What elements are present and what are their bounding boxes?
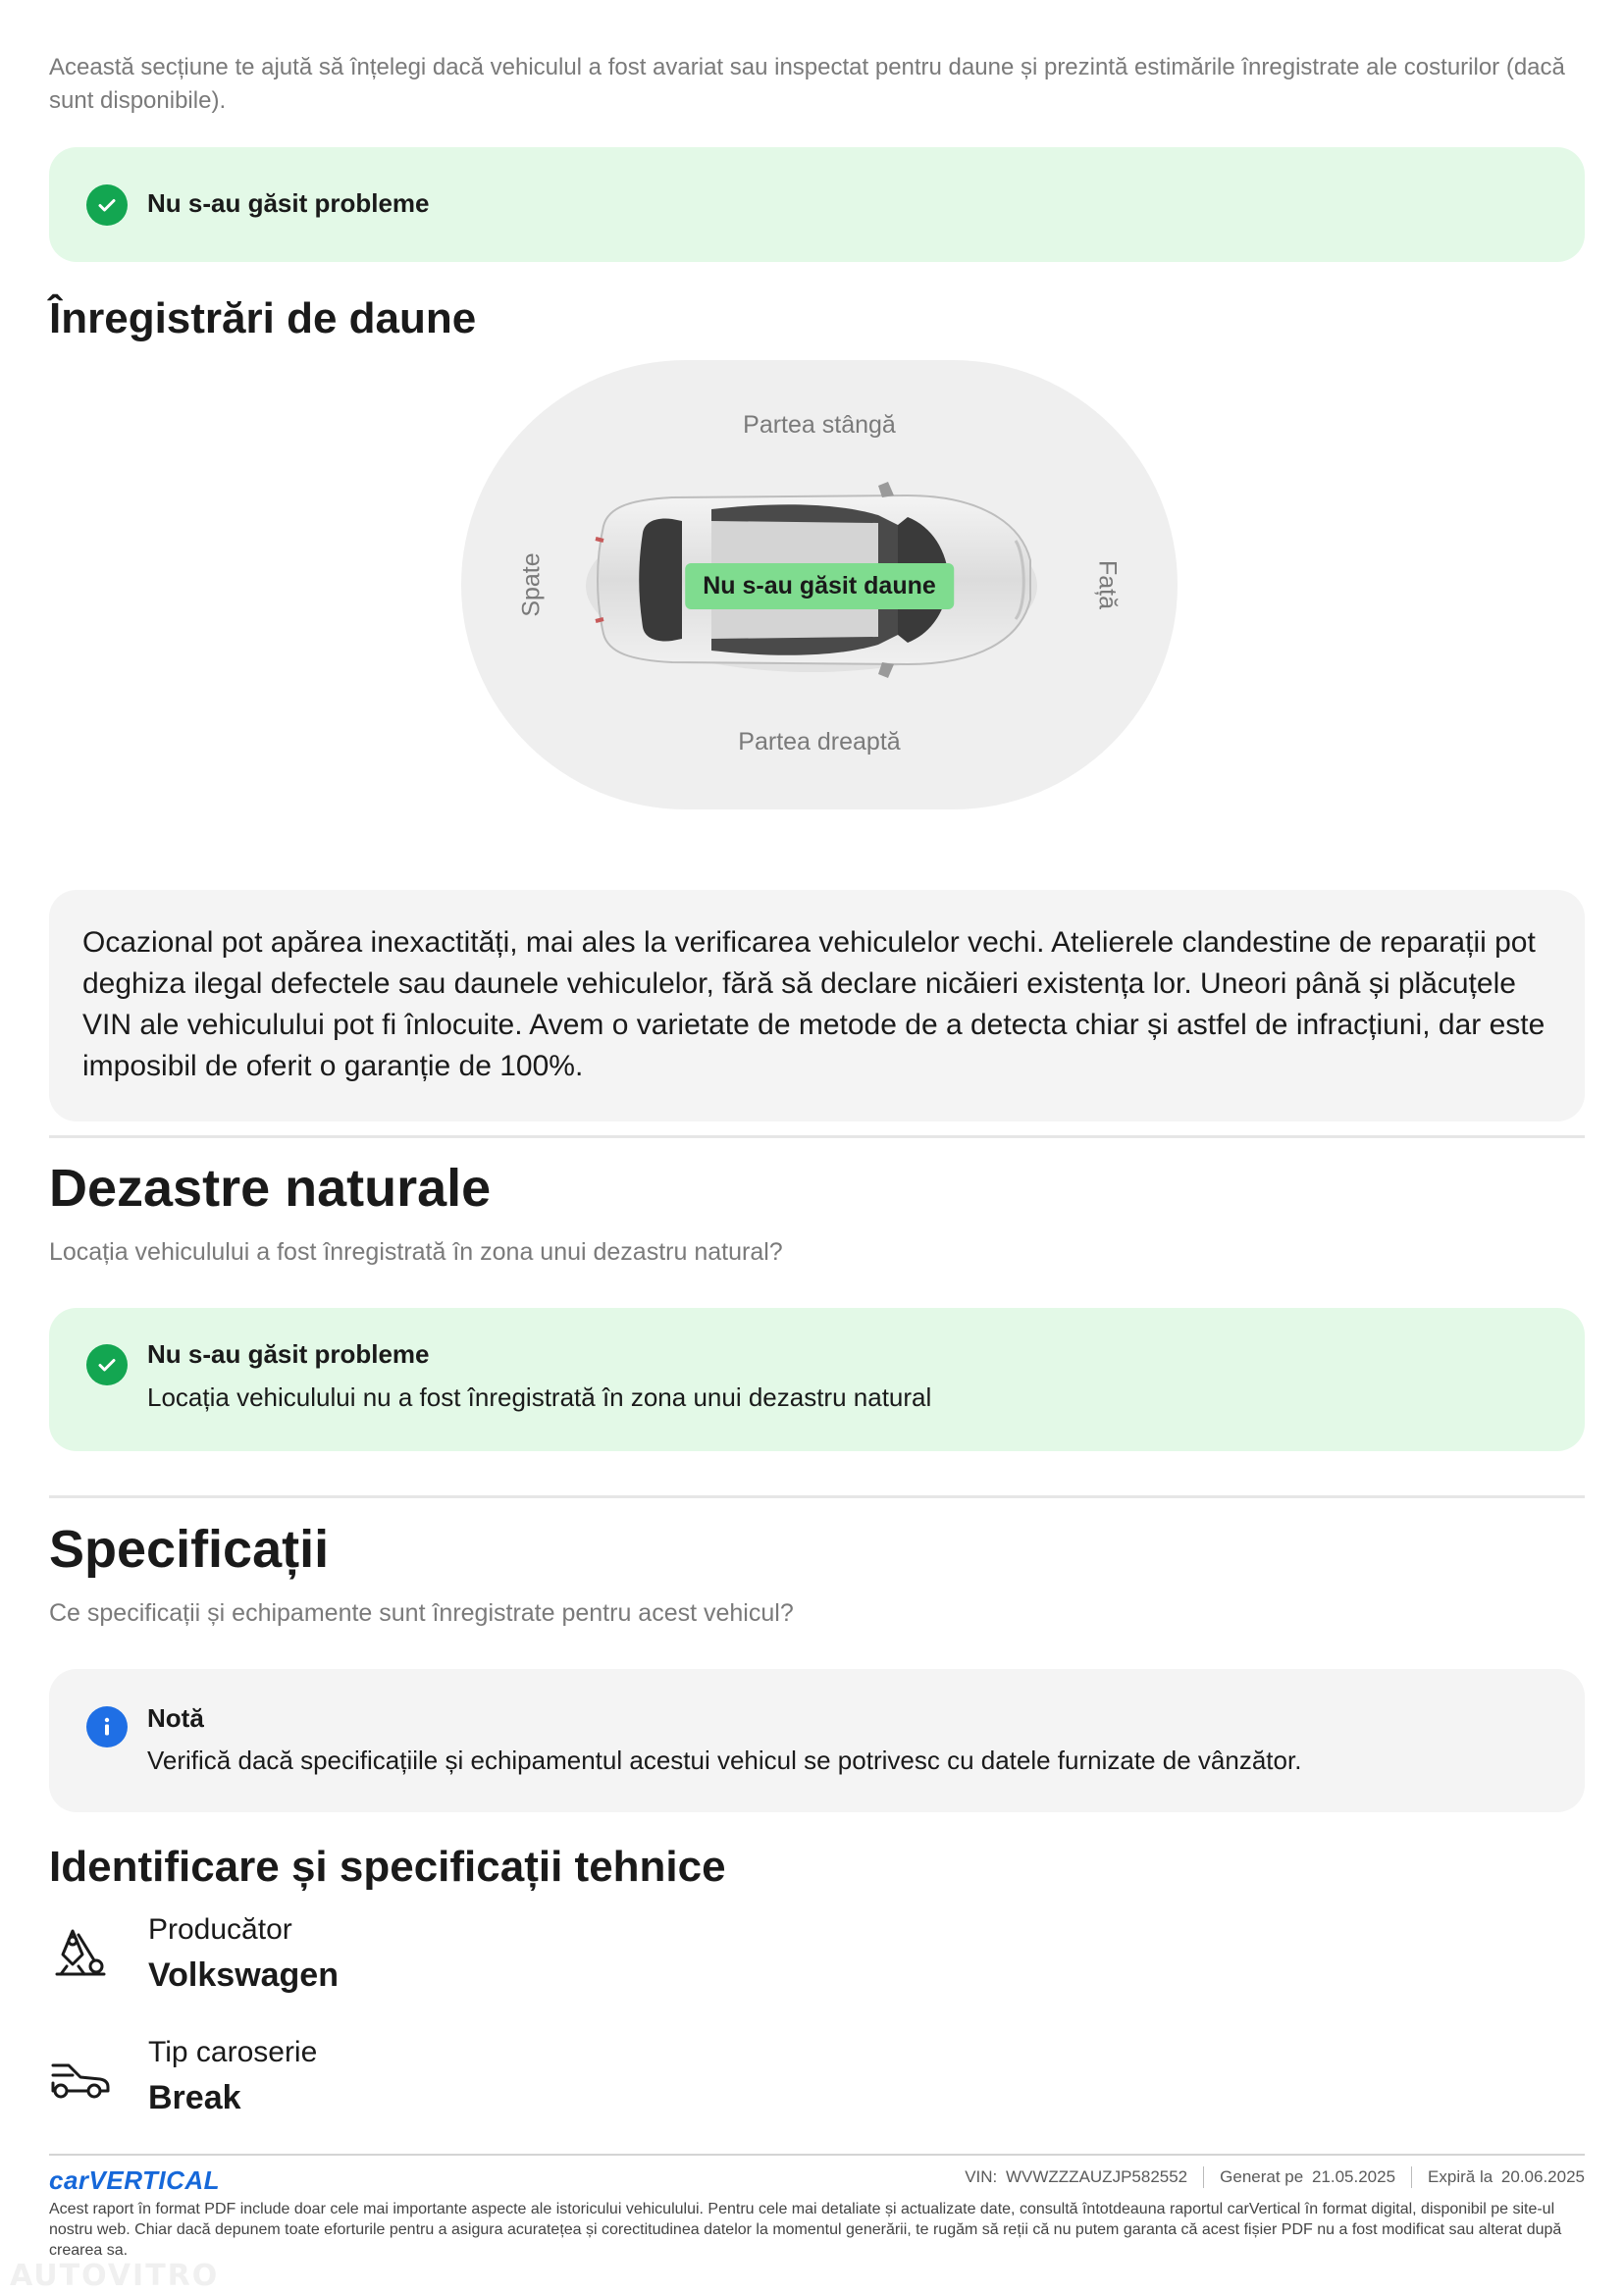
vin-info (949, 2167, 1203, 2187)
report-meta (949, 2166, 1585, 2188)
footer-divider (49, 2154, 1585, 2156)
expires-label: Expiră la (1428, 2167, 1493, 2186)
disclaimer-text: Ocazional pot apărea inexactități, mai ales la verificarea vehiculelor vechi. Atelierele clandestine de reparații pot deghiza ilegal defectele sau daunele vehiculelor, fără să declare nicăieri existența lor. Uneori până și plăcuțele VIN ale vehiculului pot fi înlocuite. Avem o varietate de metode de a detecta chiar și astfel de infracțiuni, dar este imposibil de oferit o garanție de 100%. (82, 926, 1545, 1082)
note-desc: Verifică dacă specificațiile și echipamentul acestui vehicul se potrivesc cu datele furnizate de vânzător. (147, 1746, 1302, 1775)
right-side-label: Partea dreaptă (738, 728, 901, 756)
intro-text: Această secțiune te ajută să înțelegi dacă vehiculul a fost avariat sau inspectat pentru daune și prezintă estimările înregistrate ale costurilor (dacă sunt disponibile). (49, 54, 1565, 114)
vin-value: WVWZZZAUZJP582552 (1005, 2167, 1188, 2186)
info-icon (86, 1706, 128, 1747)
vin-label: VIN: (965, 2167, 998, 2186)
section-divider (49, 1135, 1585, 1138)
damage-diagram (461, 360, 1178, 809)
legal-disclaimer: Acest raport în format PDF include doar cele mai importante aspecte ale istoricului vehiculului. Pentru cele mai detaliate și actualizate date, consultă întotdeauna raportul carVertical în format digital, disponibil pe site-ul nostru web. Chiar dacă depunem toate eforturile pentru a asigura acuratețea și corectitudinea datelor la momentul generării, te rugăm să reții că nu putem garanta că acest fișier PDF nu a fost modificat sau alterat după crearea sa. (49, 2201, 1562, 2259)
section-divider (49, 1495, 1585, 1498)
accuracy-disclaimer (49, 890, 1585, 1121)
spec-item-manufacturer (49, 1913, 1030, 2002)
generated-value: 21.05.2025 (1311, 2167, 1396, 2186)
note-title: Notă (147, 1703, 204, 1733)
specifications-subtitle: Ce specificații și echipamente sunt înregistrate pentru acest vehicul? (49, 1599, 794, 1627)
technical-specs-heading: Identificare și specificații tehnice (49, 1843, 726, 1891)
natural-disasters-heading: Dezastre naturale (49, 1159, 492, 1218)
no-damage-badge: Nu s-au găsit daune (685, 563, 954, 609)
spec-item-body-type (49, 2036, 1030, 2124)
manufacturer-label: Producător (148, 1913, 292, 1946)
watermark: AUTOVITRO (10, 2259, 220, 2293)
expires-value: 20.06.2025 (1500, 2167, 1585, 2186)
report-page (10, 0, 1585, 2294)
check-circle-icon (86, 184, 128, 226)
carvertical-logo: carVERTICAL (49, 2165, 221, 2195)
body-type-value: Break (148, 2079, 241, 2116)
damage-status-alert (49, 147, 1585, 262)
generated-info (1204, 2167, 1411, 2187)
natural-disasters-alert (49, 1308, 1585, 1451)
specifications-note (49, 1669, 1585, 1812)
check-circle-icon (86, 1344, 128, 1385)
damage-status-title: Nu s-au găsit probleme (147, 188, 430, 218)
front-label: Față (1093, 559, 1122, 610)
back-label: Spate (517, 552, 546, 617)
expires-info (1412, 2167, 1585, 2187)
manufacturer-value: Volkswagen (148, 1956, 339, 1994)
car-body-icon (49, 2044, 112, 2107)
generated-label: Generat pe (1220, 2167, 1304, 2186)
natural-disasters-subtitle: Locația vehiculului a fost înregistrată în zona unui dezastru natural? (49, 1238, 783, 1266)
damage-records-heading: Înregistrări de daune (49, 294, 477, 342)
specifications-heading: Specificații (49, 1520, 330, 1579)
natural-disasters-status-title: Nu s-au găsit probleme (147, 1339, 430, 1369)
left-side-label: Partea stângă (743, 411, 896, 439)
natural-disasters-status-desc: Locația vehiculului nu a fost înregistrată în zona unui dezastru natural (147, 1382, 932, 1412)
manufacturer-icon (49, 1921, 112, 1984)
body-type-label: Tip caroserie (148, 2036, 318, 2068)
